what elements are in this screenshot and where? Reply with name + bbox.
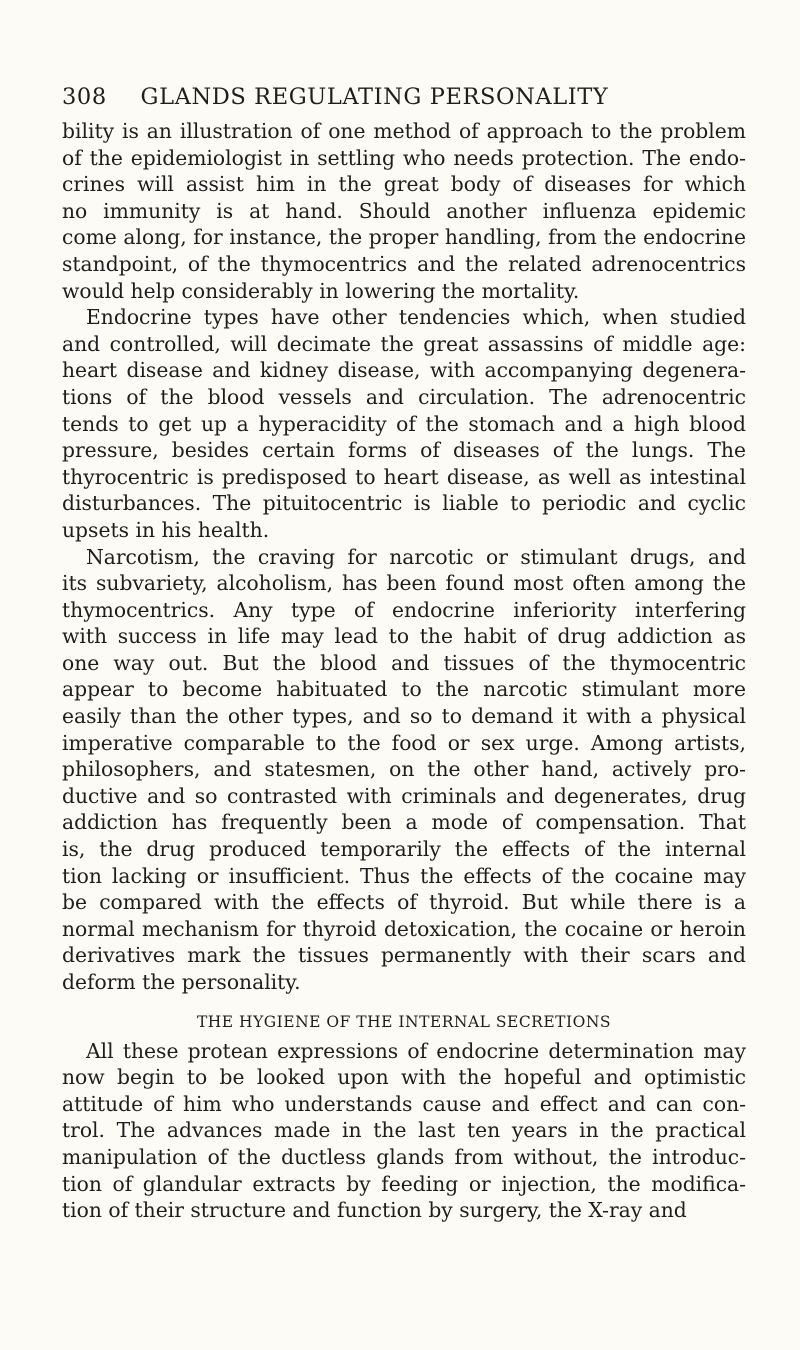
page-number: 308 (62, 84, 107, 110)
text-line: standpoint, of the thymocentrics and the related adrenocentrics (62, 251, 746, 276)
text-line: is, the drug produced temporarily the effects of the internal (62, 837, 746, 862)
text-line: appear to become habituated to the narcotic stimulant more (62, 677, 746, 702)
text-line: thymocentrics. Any type of endocrine inferiority interfering (62, 597, 746, 622)
text-line: heart disease and kidney disease, with accompanying degenera- (62, 358, 746, 383)
text-line: attitude of him who understands cause and effect and can con- (62, 1091, 746, 1116)
body-text (62, 118, 746, 1224)
text-line: ductive and so contrasted with criminals and degenerates, drug (62, 783, 746, 808)
text-line: manipulation of the ductless glands from without, the introduc- (62, 1144, 746, 1169)
text-line: tions of the blood vessels and circulation. The adrenocentric (62, 384, 746, 409)
text-line: no immunity is at hand. Should another influenza epidemic (62, 198, 746, 223)
text-line: one way out. But the blood and tissues of the thymocentric (62, 650, 746, 675)
text-line: and controlled, will decimate the great assassins of middle age: (62, 331, 746, 356)
text-line: derivatives mark the tissues permanently with their scars and (62, 943, 746, 968)
section-heading: THE HYGIENE OF THE INTERNAL SECRETIONS (196, 1012, 612, 1031)
paragraph (62, 544, 746, 996)
text-line: with success in life may lead to the habit of drug addiction as (62, 624, 746, 649)
text-line: easily than the other types, and so to demand it with a physical (62, 704, 746, 729)
running-head: GLANDS REGULATING PERSONALITY (140, 84, 609, 110)
text-line: crines will assist him in the great body of diseases for which (62, 172, 746, 197)
text-line: of the epidemiologist in settling who needs protection. The endo- (62, 145, 746, 170)
text-line: tends to get up a hyperacidity of the stomach and a high blood (62, 411, 746, 436)
text-line: tion of glandular extracts by feeding or injection, the modifica- (62, 1171, 746, 1196)
text-line: All these protean expressions of endocrine determination may (86, 1038, 746, 1063)
text-line: philosophers, and statesmen, on the other hand, actively pro- (62, 757, 746, 782)
text-line: tion of their structure and function by surgery, the X-ray and (62, 1198, 687, 1223)
text-line: upsets in his health. (62, 517, 270, 542)
text-line: be compared with the effects of thyroid. But while there is a (62, 890, 746, 915)
paragraph (62, 118, 746, 304)
text-line: would help considerably in lowering the mortality. (62, 278, 580, 303)
text-line: trol. The advances made in the last ten years in the practical (62, 1118, 746, 1143)
text-line: addiction has frequently been a mode of compensation. That (62, 810, 746, 835)
text-line: imperative comparable to the food or sex urge. Among artists, (62, 730, 746, 755)
page-header (62, 84, 742, 118)
text-line: tion lacking or insufficient. Thus the effects of the cocaine may (62, 863, 746, 888)
text-line: Endocrine types have other tendencies which, when studied (86, 305, 746, 330)
text-line: bility is an illustration of one method of approach to the problem (62, 119, 746, 143)
text-line: Narcotism, the craving for narcotic or stimulant drugs, and (86, 544, 746, 569)
text-line: thyrocentric is predisposed to heart disease, as well as intestinal (62, 464, 746, 489)
text-line: now begin to be looked upon with the hopeful and optimistic (62, 1065, 746, 1090)
text-line: come along, for instance, the proper handling, from the endocrine (62, 225, 746, 250)
text-line: normal mechanism for thyroid detoxication, the cocaine or heroin (62, 916, 746, 941)
text-line: deform the personality. (62, 970, 301, 994)
text-line: its subvariety, alcoholism, has been found most often among the (62, 571, 746, 596)
text-line: pressure, besides certain forms of diseases of the lungs. The (62, 438, 746, 463)
text-line: disturbances. The pituitocentric is liable to periodic and cyclic (62, 491, 746, 516)
paragraph (62, 1038, 746, 1224)
paragraph (62, 304, 746, 543)
